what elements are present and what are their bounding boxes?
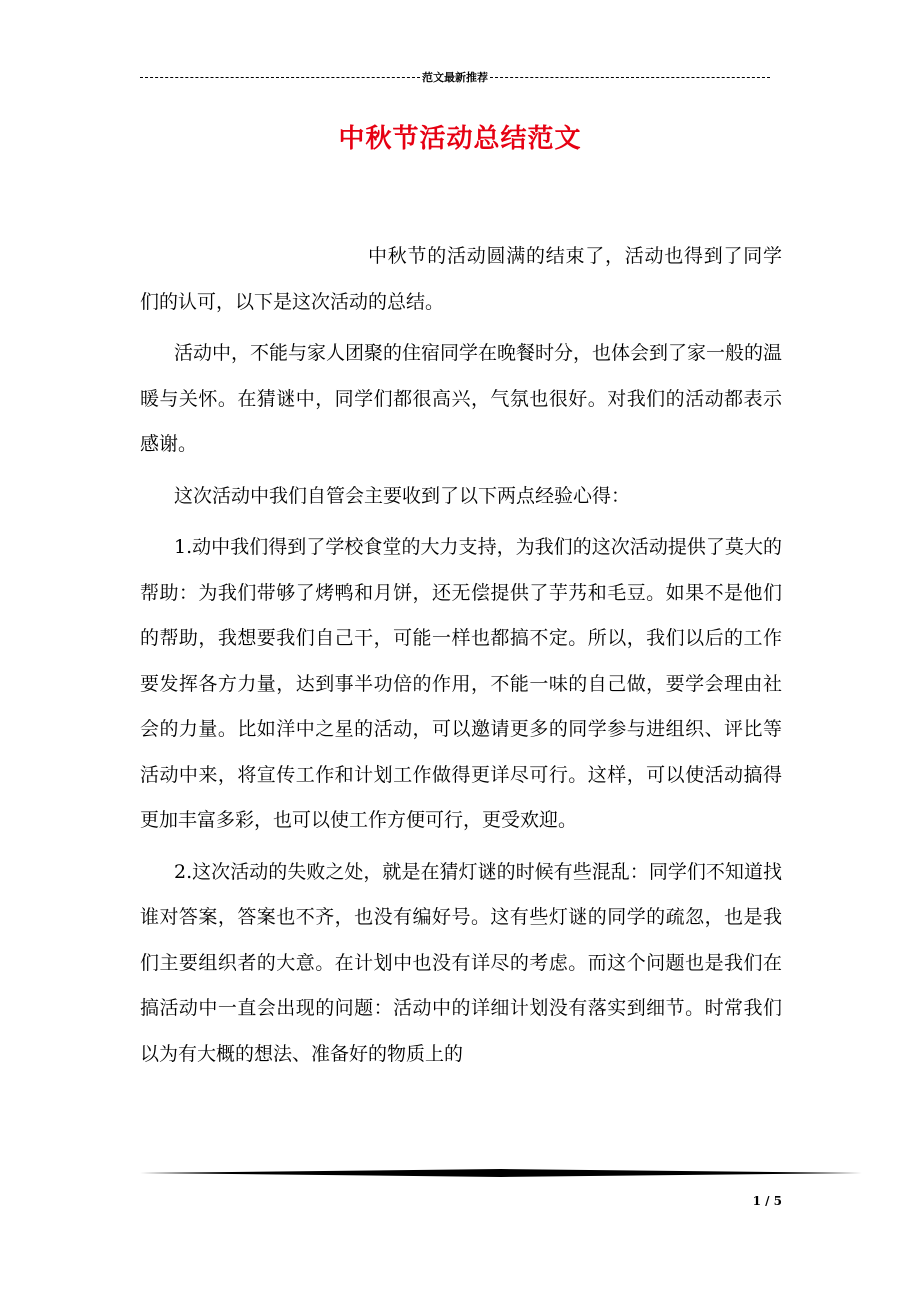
document-title: 中秋节活动总结范文 — [338, 124, 582, 154]
paragraph-activity: 活动中，不能与家人团聚的住宿同学在晚餐时分，也体会到了家一般的温暖与关怀。在猜谜中，同学们都很高兴，气氛也很好。对我们的活动都表示感谢。 — [140, 342, 783, 455]
header-label: 范文最新推荐 — [422, 71, 488, 84]
paragraph-experience-intro: 这次活动中我们自管会主要收到了以下两点经验心得： — [174, 484, 631, 507]
page-header — [140, 68, 770, 86]
header-dash-right — [490, 77, 770, 78]
paragraph-point-1: 1.动中我们得到了学校食堂的大力支持，为我们的这次活动提供了莫大的帮助：为我们带够了烤鸭和月饼，还无偿提供了芋艿和毛豆。如果不是他们的帮助，我想要我们自己干，可能一样也都搞不定。所以，我们以后的工作要发挥各方力量，达到事半功倍的作用，不能一味的自己做，要学会理由社会的力量。比如洋中之星的活动，可以邀请更多的同学参与进组织、评比等活动中来，将宣传工作和计划工作做得更详尽可行。这样，可以使活动搞得更加丰富多彩，也可以使工作方便可行，更受欢迎。 — [140, 536, 782, 831]
paragraph-intro: 中秋节的活动圆满的结束了，活动也得到了同学们的认可，以下是这次活动的总结。 — [140, 245, 782, 313]
header-dash-left — [140, 77, 420, 78]
page-number: 1 / 5 — [752, 1194, 782, 1208]
paragraph-point-2: 2.这次活动的失败之处，就是在猜灯谜的时候有些混乱：同学们不知道找谁对答案，答案也不齐，也没有编好号。这有些灯谜的同学的疏忽，也是我们主要组织者的大意。在计划中也没有详尽的考虑。而这个问题也是我们在搞活动中一直会出现的问题：活动中的详细计划没有落实到细节。时常我们以为有大概的想法、准备好的物质上的 — [140, 860, 782, 1065]
footer-rule — [140, 1166, 862, 1180]
document-body — [140, 234, 782, 1083]
